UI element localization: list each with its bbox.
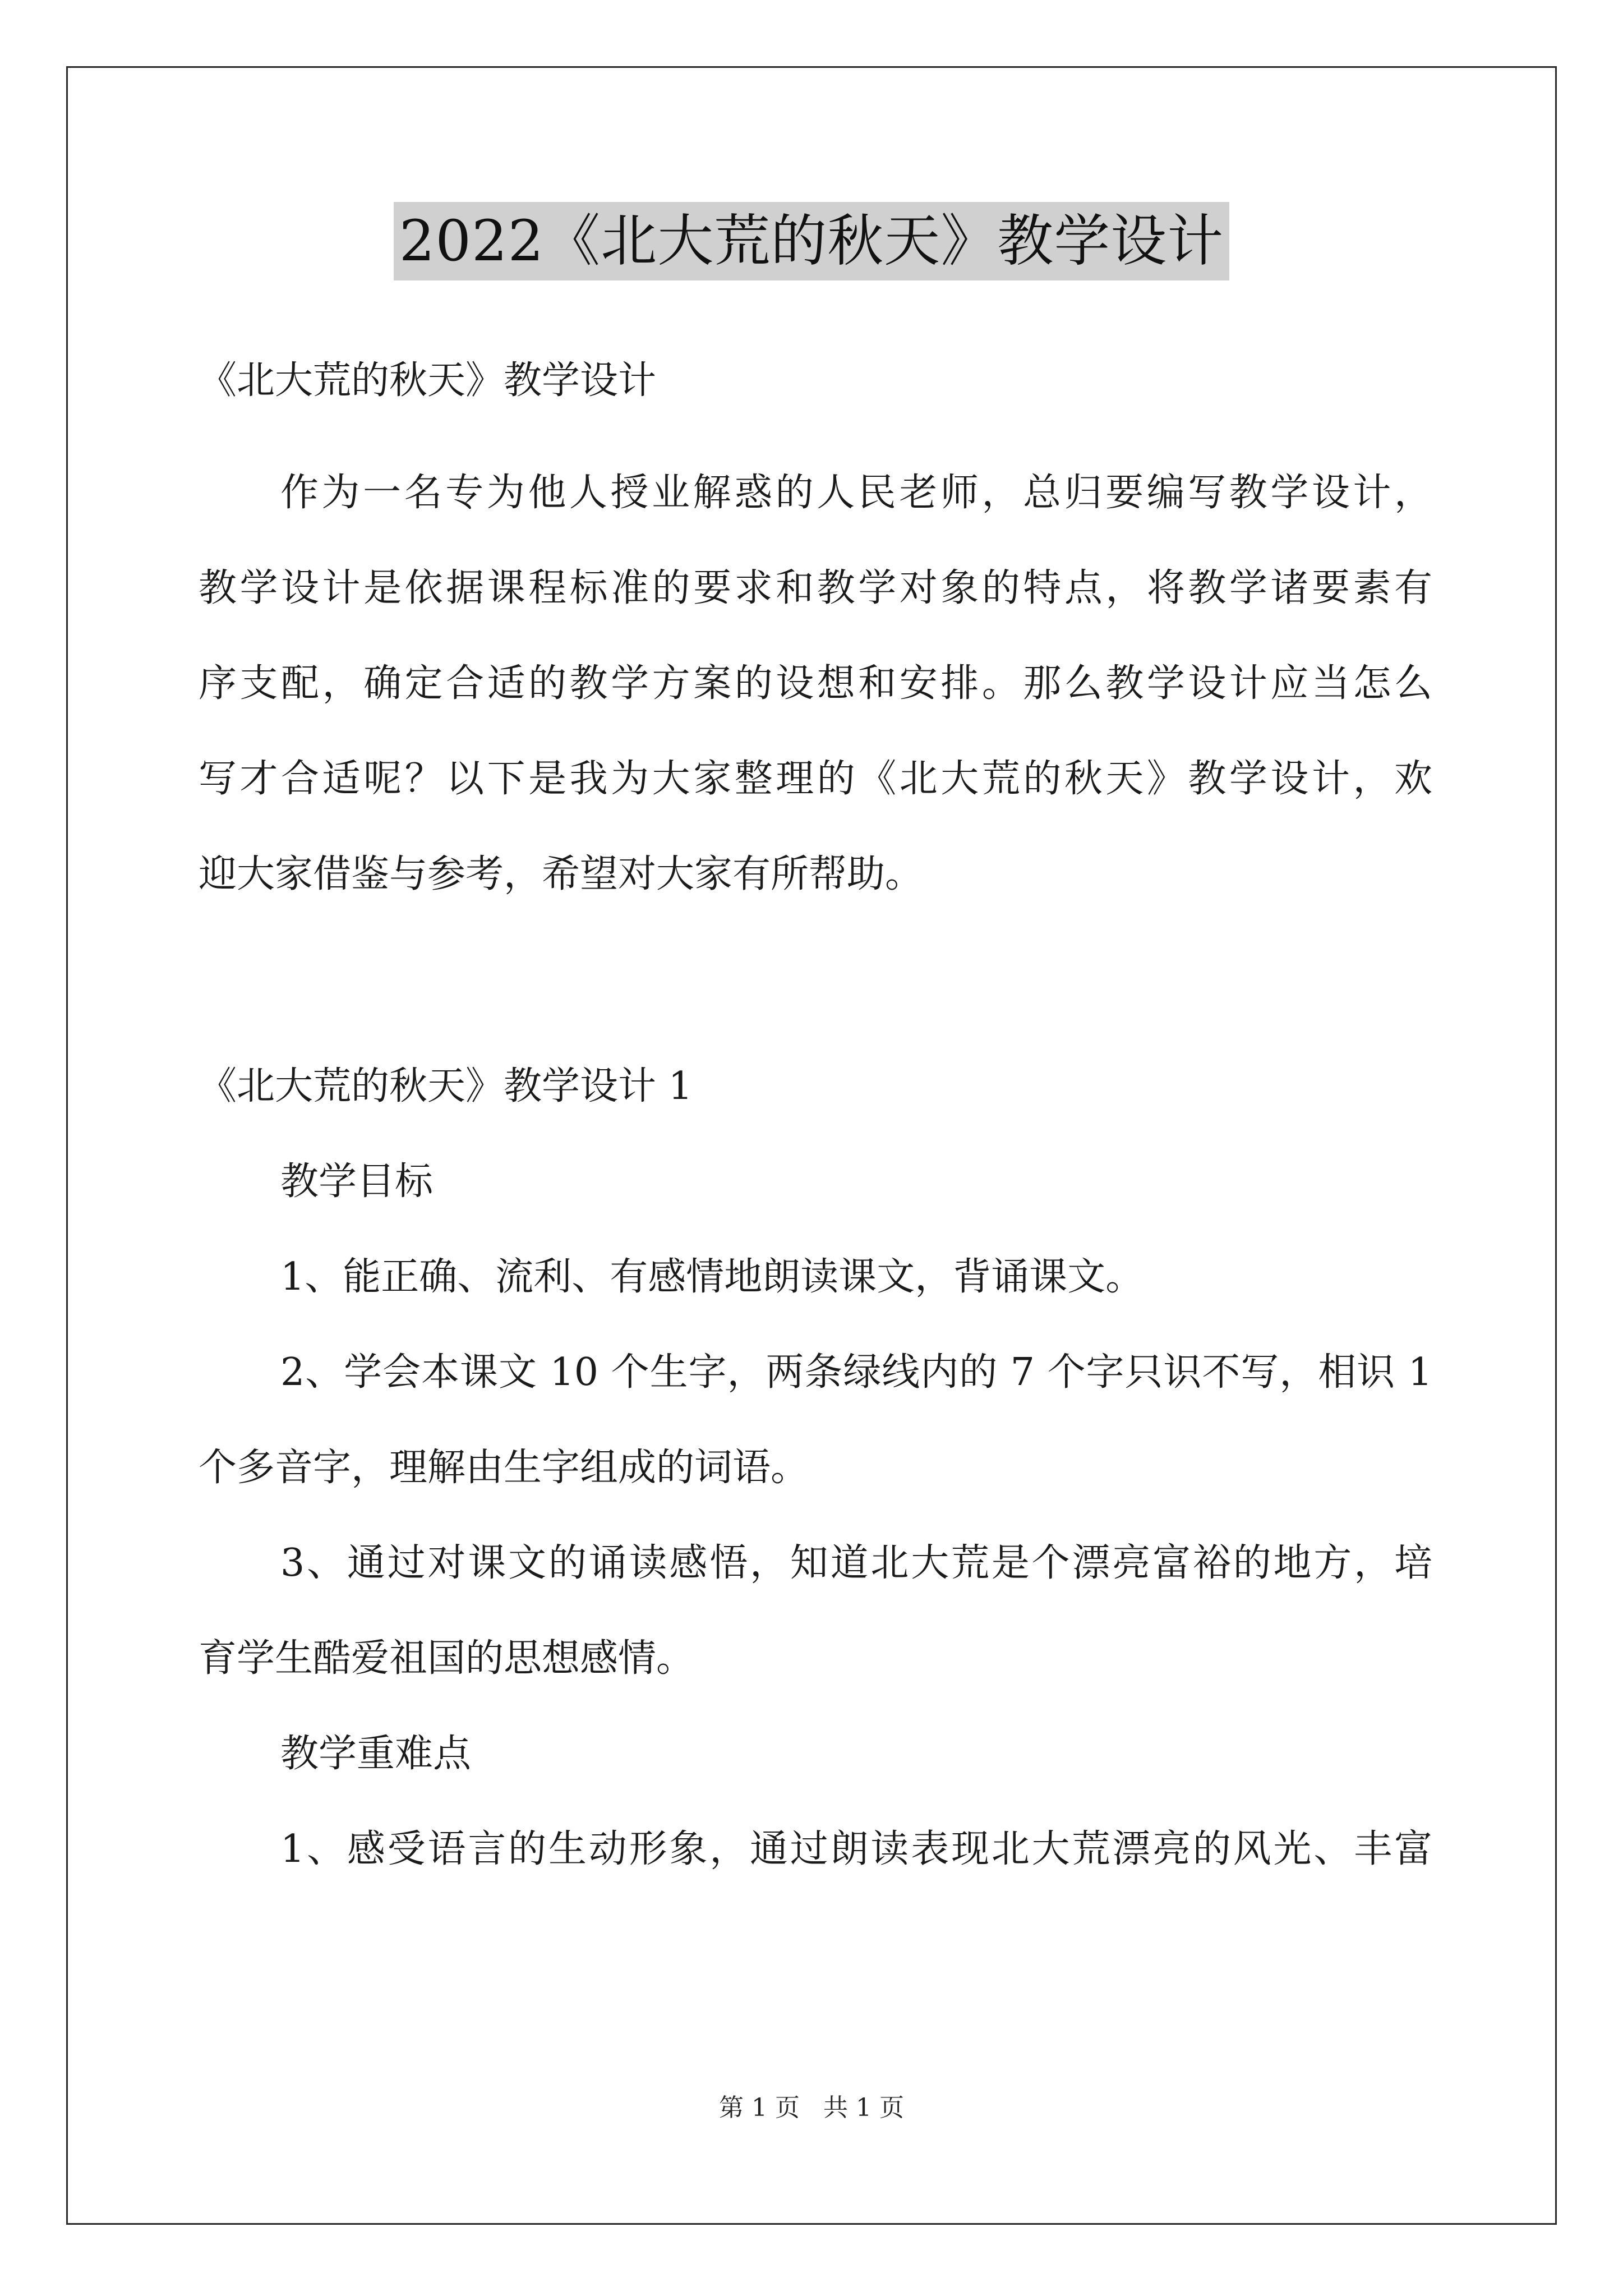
subtitle-line: 《北大荒的秋天》教学设计: [199, 358, 657, 403]
paragraph-line: 序支配，确定合适的教学方案的设想和安排。那么教学设计应当怎么: [199, 661, 1432, 706]
paragraph-line: 教学设计是依据课程标准的要求和教学对象的特点，将教学诸要素有: [199, 566, 1432, 610]
list-item: 1、能正确、流利、有感情地朗读课文，背诵课文。: [280, 1255, 1144, 1299]
subheading-goals: 教学目标: [280, 1159, 434, 1204]
list-item: 1、感受语言的生动形象，通过朗读表现北大荒漂亮的风光、丰富: [280, 1827, 1432, 1871]
paragraph-line: 迎大家借鉴与参考，希望对大家有所帮助。: [199, 852, 924, 896]
title-container: [0, 202, 1623, 280]
document-title: 2022《北大荒的秋天》教学设计: [394, 202, 1230, 280]
paragraph-line: 写才合适呢？以下是我为大家整理的《北大荒的秋天》教学设计，欢: [199, 757, 1432, 801]
list-item: 3、通过对课文的诵读感悟，知道北大荒是个漂亮富裕的地方，培: [280, 1541, 1432, 1585]
paragraph-line: 作为一名专为他人授业解惑的人民老师，总归要编写教学设计，: [280, 471, 1432, 515]
subheading-difficulties: 教学重难点: [280, 1732, 472, 1776]
list-item-continuation: 个多音字，理解由生字组成的词语。: [199, 1446, 809, 1490]
list-item: 2、学会本课文 10 个生字，两条绿线内的 7 个字只识不写，相识 1: [280, 1350, 1432, 1395]
page-number: 第 1 页: [719, 2093, 800, 2122]
page-footer: [0, 2091, 1623, 2125]
section-heading: 《北大荒的秋天》教学设计 1: [199, 1064, 693, 1108]
list-item-continuation: 育学生酷爱祖国的思想感情。: [199, 1636, 695, 1681]
page-total: 共 1 页: [823, 2093, 904, 2122]
